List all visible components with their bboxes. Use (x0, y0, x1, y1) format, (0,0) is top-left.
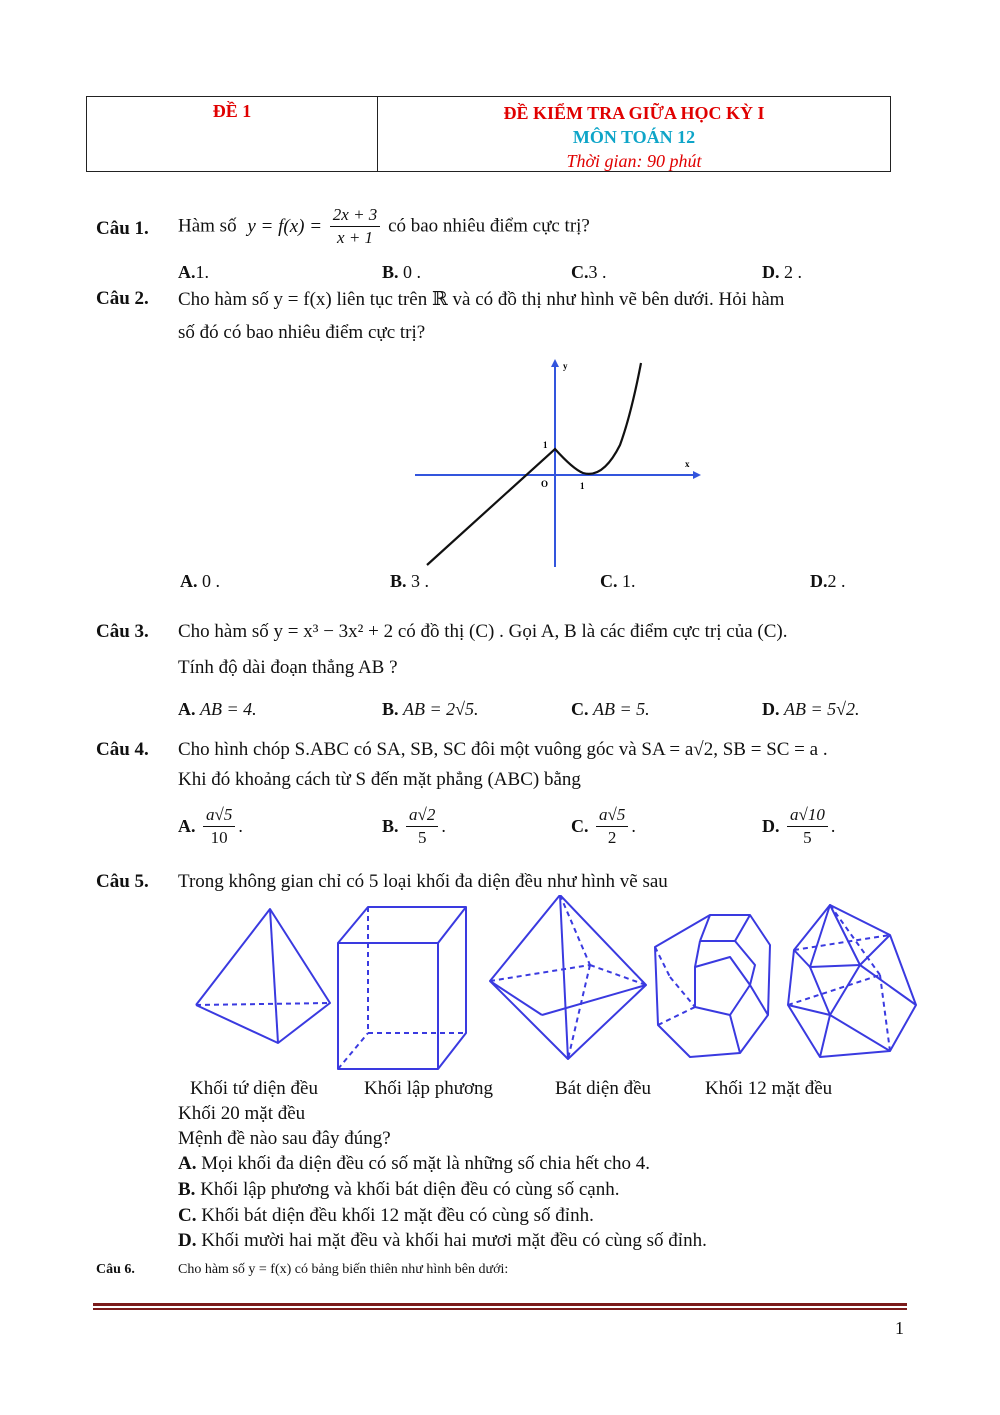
q5-question: Mệnh đề nào sau đây đúng? (178, 1128, 391, 1149)
q4-line2: Khi đó khoảng cách từ S đến mặt phẳng (ABC) bằng (178, 769, 581, 790)
y-tick-label: 1 (543, 440, 548, 450)
x-axis-arrow (693, 471, 701, 479)
answer-letter: D. (762, 699, 780, 719)
octahedron-drawing (490, 895, 646, 1059)
page-number: 1 (895, 1318, 904, 1338)
q5-answer-b[interactable] (178, 1179, 619, 1201)
answer-letter: A. (178, 816, 196, 836)
answer-fraction (596, 804, 628, 849)
q5-answer-d[interactable] (178, 1230, 707, 1252)
answer-letter: C. (571, 816, 589, 836)
q3-line2: Tính độ dài đoạn thẳng AB ? (178, 657, 398, 678)
exam-title: ĐỀ KIỂM TRA GIỮA HỌC KỲ I (503, 103, 765, 123)
answer-text: 2 . (784, 262, 802, 282)
answer-text: 3 . (411, 571, 430, 591)
answer-text: Khối bát diện đều khối 12 mặt đều có cùng số đỉnh. (201, 1205, 594, 1226)
answer-text: AB = 5√2. (784, 699, 860, 719)
q4-label: Câu 4. (96, 739, 149, 760)
q2-line1: Cho hàm số y = f(x) liên tục trên ℝ và có đồ thị như hình vẽ bên dưới. Hỏi hàm (178, 289, 785, 310)
fraction-denominator: 5 (803, 828, 812, 847)
q3-answer-c[interactable] (571, 699, 650, 720)
answer-text: Khối lập phương và khối bát diện đều có cùng số cạnh. (200, 1179, 620, 1200)
fraction-denominator: 5 (417, 828, 427, 847)
q6-text: Cho hàm số y = f(x) có bảng biến thiên như hình bên dưới: (178, 1262, 509, 1277)
function-curve (427, 363, 641, 565)
exam-subject: MÔN TOÁN 12 (572, 127, 696, 147)
fraction-numerator: a√5 (596, 804, 628, 827)
answer-text: 0 . (202, 571, 220, 591)
caption-dodecahedron: Khối 12 mặt đều (705, 1078, 833, 1099)
q2-answer-c[interactable] (600, 571, 636, 592)
answer-text: AB = 4. (200, 699, 257, 719)
q3-line1: Cho hàm số y = x³ − 3x² + 2 có đồ thị (C) . Gọi A, B là các điểm cực trị của (C). (178, 621, 788, 642)
q4-answer-c[interactable]: C. $\frac{a√5}{2}$ . (571, 805, 636, 847)
q1-post: có bao nhiêu điểm cực trị? (388, 215, 590, 237)
answer-letter: B. (390, 571, 407, 591)
fraction-denominator: 10 (210, 828, 228, 847)
caption-cube: Khối lập phương (364, 1078, 494, 1099)
answer-text: 2 . (827, 571, 846, 591)
exam-code: ĐỀ 1 (212, 101, 252, 121)
answer-text: 3 . (588, 262, 607, 282)
q1-answer-c[interactable] (571, 262, 607, 283)
q4-answer-d[interactable]: D. $\frac{a√10}{5}$ . (762, 805, 836, 847)
x-tick-label: 1 (580, 481, 585, 491)
q3-answer-a[interactable] (178, 699, 257, 720)
answer-letter: A. (180, 571, 198, 591)
answer-text: 0 . (403, 262, 422, 282)
tetrahedron-drawing (196, 909, 330, 1043)
footer-rule-thin (93, 1308, 907, 1310)
icosahedron-drawing (788, 905, 916, 1057)
answer-text: Khối mười hai mặt đều và khối hai mươi mặt đều có cùng số đỉnh. (201, 1230, 707, 1251)
q3-answer-b[interactable] (382, 699, 479, 720)
exam-time: Thời gian: 90 phút (566, 151, 702, 171)
answer-letter: D. (762, 816, 780, 836)
answer-letter: A. (178, 699, 196, 719)
fraction-numerator: a√5 (203, 804, 235, 827)
q2-answer-a[interactable] (180, 571, 220, 592)
header-right (378, 101, 890, 173)
q1-answer-a[interactable] (178, 262, 209, 283)
answer-text: 1. (622, 571, 636, 591)
answer-letter: C. (178, 1205, 197, 1226)
q1-denominator: x + 1 (337, 228, 374, 247)
q1-pre: Hàm số (178, 215, 237, 237)
answer-text: AB = 2√5. (403, 699, 479, 719)
polyhedra-figure (190, 895, 940, 1075)
y-axis-arrow (551, 359, 559, 367)
q1-text (178, 204, 590, 249)
q5-label: Câu 5. (96, 871, 149, 892)
answer-letter: B. (382, 699, 399, 719)
answer-fraction (406, 804, 438, 849)
fraction-numerator: a√10 (787, 804, 828, 827)
q1-func: y = f(x) = (247, 215, 323, 237)
answer-letter: A. (178, 262, 196, 282)
answer-text: AB = 5. (593, 699, 650, 719)
q4-answer-a[interactable]: A. $\frac{a√5}{10}$ . (178, 805, 243, 847)
answer-letter: D. (762, 262, 780, 282)
q5-answer-c[interactable] (178, 1205, 594, 1227)
q4-line1: Cho hình chóp S.ABC có SA, SB, SC đôi một vuông góc và SA = a√2, SB = SC = a . (178, 739, 828, 760)
origin-label: O (541, 479, 549, 489)
fraction-numerator: a√2 (406, 804, 438, 827)
answer-letter: C. (600, 571, 618, 591)
answer-letter: D. (178, 1230, 197, 1251)
answer-letter: C. (571, 699, 589, 719)
q3-label: Câu 3. (96, 621, 149, 642)
answer-fraction (203, 804, 235, 849)
answer-fraction (787, 804, 828, 849)
caption-octahedron: Bát diện đều (555, 1078, 652, 1099)
q2-line2: số đó có bao nhiêu điểm cực trị? (178, 322, 426, 343)
q1-fraction (330, 204, 381, 249)
caption-icosahedron: Khối 20 mặt đều (178, 1103, 306, 1124)
q5-answer-a[interactable] (178, 1153, 650, 1175)
q2-answer-d[interactable] (810, 571, 846, 592)
q6-label: Câu 6. (96, 1262, 135, 1277)
answer-text: 1. (195, 262, 209, 282)
footer-rule (93, 1303, 907, 1306)
q2-graph (405, 355, 705, 570)
dodecahedron-drawing (655, 915, 770, 1057)
answer-letter: B. (382, 816, 399, 836)
answer-letter: C. (571, 262, 589, 282)
y-axis-label: y (563, 361, 568, 371)
q5-line1: Trong không gian chỉ có 5 loại khối đa diện đều như hình vẽ sau (178, 871, 668, 892)
x-axis-label: x (685, 459, 690, 469)
q3-answer-d[interactable] (762, 699, 860, 720)
q2-label: Câu 2. (96, 288, 149, 309)
q1-numerator: 2x + 3 (330, 204, 381, 227)
caption-tetrahedron: Khối tứ diện đều (190, 1078, 318, 1099)
answer-text: Mọi khối đa diện đều có số mặt là những số chia hết cho 4. (201, 1153, 651, 1174)
header-table (86, 96, 891, 172)
q4-answer-b[interactable]: B. $\frac{a√2}{5}$ . (382, 805, 446, 847)
answer-letter: B. (178, 1179, 196, 1200)
cube-drawing (338, 907, 466, 1069)
fraction-denominator: 2 (607, 828, 617, 847)
answer-letter: A. (178, 1153, 197, 1174)
answer-letter: D. (810, 571, 828, 591)
q1-label: Câu 1. (96, 218, 149, 239)
answer-letter: B. (382, 262, 399, 282)
q1-answer-b[interactable] (382, 262, 421, 283)
q2-answer-b[interactable] (390, 571, 429, 592)
q1-answer-d[interactable] (762, 262, 802, 283)
